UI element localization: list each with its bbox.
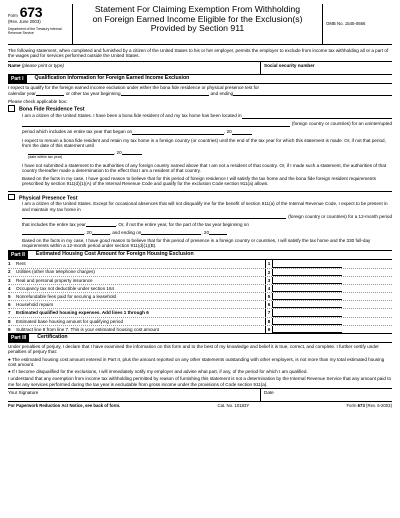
calendar-year-input[interactable] bbox=[36, 90, 64, 96]
cert-paragraph-1: Under penalties of perjury, I declare that I have examined the information on this form and to the best of my knowledge and belief it is true, correct, and complete. I further certify under penalties of perjury that: bbox=[8, 344, 379, 355]
line-item: 8 Estimated base housing amount for qualifying period 8 bbox=[8, 318, 392, 326]
presence-begin-year-input[interactable] bbox=[92, 229, 110, 235]
line-item: 2 Utilities (other than telephone charges) 2 bbox=[8, 269, 392, 277]
cert-bullet-1: ● The estimated housing cost amount entered in Part II, plus the amount reported on any other statements outstanding with other employers, is not more than my total estimated housing cost amount. bbox=[8, 356, 385, 367]
line-value-input[interactable] bbox=[272, 309, 342, 316]
department: Department of the Treasury Internal Revenue Service bbox=[8, 26, 62, 35]
tax-year-end-input[interactable] bbox=[233, 90, 392, 96]
expect-text: I expect to qualify for the foreign earned income exclusion under either the bona fide residence or physical presence test for bbox=[8, 84, 260, 90]
part1-title: Qualification Information for Foreign Earned Income Exclusion bbox=[34, 74, 190, 81]
physical-heading: Physical Presence Test bbox=[18, 195, 78, 202]
twenty-label-3: , 20 bbox=[84, 229, 92, 235]
line-value-input[interactable] bbox=[272, 285, 342, 292]
name-row bbox=[8, 62, 392, 75]
physical-checkbox[interactable] bbox=[8, 194, 15, 201]
and-ending-on-label: , and ending on bbox=[109, 229, 142, 235]
line-value-input[interactable] bbox=[272, 326, 342, 333]
line-item: 9 Subtract line 8 from line 7. This is your estimated housing cost amount 9 bbox=[8, 326, 392, 333]
calendar-year-label: calendar year bbox=[8, 90, 36, 96]
bona-fide-line-2-hint: (foreign country or countries) for an uninterrupted bbox=[291, 121, 392, 127]
presence-end-year-input[interactable] bbox=[209, 229, 227, 235]
footer-form-id: Form 673 (Rev. 6-2003) bbox=[346, 403, 392, 408]
date-field[interactable] bbox=[260, 389, 392, 401]
date-within-hint: (date within tax year) bbox=[28, 155, 63, 160]
cat-number: Cat. No. 10183Y bbox=[217, 403, 250, 408]
form-number: 673 bbox=[19, 4, 43, 20]
tax-year-began-year-input[interactable] bbox=[232, 129, 252, 135]
signature-label: Your Signature bbox=[8, 390, 39, 395]
physical-line-3a: that includes the entire tax year bbox=[22, 221, 86, 227]
part2-header bbox=[8, 250, 392, 260]
part2-lines bbox=[8, 260, 392, 333]
residence-until-year-input[interactable] bbox=[122, 149, 142, 155]
bona-fide-heading: Bona Fide Residence Test bbox=[18, 106, 85, 113]
name-label: Name bbox=[8, 62, 21, 68]
tax-year-began-input[interactable] bbox=[132, 129, 224, 135]
bona-fide-line-1: I am a citizen of the United States. I have been a bona fide resident of and my tax home has been located in bbox=[22, 113, 242, 119]
bona-fide-line-7: Based on the facts in my case, I have good reason to believe that for this period of foreign residence I will satisfy the tax home and the bona fide foreign resident requirements prescribed by section 911(d)(1)(A) of the Internal Revenue Code and qualify for the exclusion Code section 911(a) allows. bbox=[22, 176, 376, 187]
line-item: 1 Rent 1 bbox=[8, 260, 392, 268]
presence-begin-input[interactable] bbox=[22, 229, 84, 235]
tax-year-begin-input[interactable] bbox=[121, 90, 209, 96]
title-line-1: Statement For Claiming Exemption From Withholding bbox=[94, 4, 301, 14]
line-value-input[interactable] bbox=[272, 269, 342, 276]
physical-line-3b: . Or, if not the entire year, for the part of the tax year beginning on bbox=[115, 221, 249, 227]
form-id-block bbox=[8, 4, 73, 44]
form-title bbox=[73, 4, 322, 44]
line-value-input[interactable] bbox=[272, 260, 342, 267]
twenty-label-2: , 20 bbox=[114, 149, 122, 155]
entire-tax-year-input[interactable] bbox=[86, 221, 116, 227]
part2-label: Part II bbox=[8, 251, 28, 259]
name-field[interactable] bbox=[8, 62, 260, 74]
cert-paragraph-2: I understand that any exemption from income tax withholding permitted by reason of furnishing this statement is not a determination by the Internal Revenue Service that any amount paid to me for any services performed during the tax year is excludable from gross income under the provisions of Code section 911(a). bbox=[8, 376, 392, 387]
physical-line-2-hint: (foreign country or countries) for a 12-month period bbox=[288, 213, 392, 219]
check-text: Please check applicable box: bbox=[8, 98, 68, 104]
twenty-label: , 20 bbox=[224, 129, 232, 135]
bona-fide-line-3: period which includes an entire tax year that began on bbox=[22, 129, 133, 135]
physical-line-1: I am a citizen of the United States. Except for occasional absences that will not disqualify me for the benefit of section 911(a) of the Internal Revenue Code, I expect to be present in and maintain my tax home in bbox=[22, 201, 388, 212]
omb-number: OMB No. 1545-0666 bbox=[322, 4, 392, 44]
line-item: 7 Estimated qualified housing expenses. Add lines 1 through 6 7 bbox=[8, 309, 392, 317]
bona-fide-line-4: I expect to remain a bona fide resident and retain my tax home in a foreign country (or countries) until the end of the tax year for which this statement is made. Or, if not that period, from the date of this statement until bbox=[22, 137, 386, 148]
line-item: 3 Real and personal property insurance 3 bbox=[8, 277, 392, 285]
line-value-input[interactable] bbox=[272, 293, 342, 300]
part3-header bbox=[8, 333, 392, 343]
expect-block bbox=[8, 84, 392, 97]
and-ending-label: and ending bbox=[210, 90, 234, 96]
ssn-label: Social security number bbox=[264, 62, 315, 68]
presence-end-input[interactable] bbox=[141, 229, 201, 235]
bona-fide-section bbox=[8, 105, 392, 187]
residence-country-input[interactable] bbox=[242, 113, 392, 119]
part3-title: Certification bbox=[37, 334, 68, 341]
part3-label: Part III bbox=[8, 334, 29, 342]
line-item: 6 Household repairs 6 bbox=[8, 301, 392, 309]
title-line-2: on Foreign Earned Income Eligible for the Exclusion(s) bbox=[92, 13, 303, 24]
part2-title: Estimated Housing Cost Amount for Foreign Housing Exclusion bbox=[35, 251, 194, 258]
line-item: 5 Nonrefundable fees paid for securing a leasehold 5 bbox=[8, 293, 392, 301]
signature-field[interactable] bbox=[8, 389, 260, 401]
part1-header bbox=[8, 75, 392, 84]
ssn-field[interactable] bbox=[260, 62, 392, 74]
residence-country-input-2[interactable] bbox=[22, 121, 290, 127]
form-revision: (Rev. June 2003) bbox=[8, 19, 41, 24]
tax-year-label: or other tax year beginning bbox=[65, 90, 121, 96]
date-label: Date bbox=[264, 390, 274, 395]
signature-row bbox=[8, 388, 392, 402]
cert-bullet-2: ● If I become disqualified for the exclusions, I will immediately notify my employer and advise what part, if any, of the period for which I am qualified. bbox=[8, 369, 308, 375]
twenty-label-4: , 20 bbox=[201, 229, 210, 235]
bona-fide-line-6: I have not submitted a statement to the authorities of any foreign country named above that I am not a resident of that country. Or, if I made such a statement, the authorities of that country thereafter made a determination to the effect that I am a resident of that country. bbox=[22, 162, 387, 173]
form-footer bbox=[8, 402, 392, 409]
intro-text: The following statement, when completed and furnished by a citizen of the United States to his or her employer, permits the employer to exclude from income tax withholding all or a part of the wages paid for services performed outside the United States. bbox=[8, 45, 392, 62]
presence-country-input[interactable] bbox=[22, 213, 286, 219]
name-hint: (please print or type) bbox=[21, 62, 64, 68]
form-header bbox=[8, 4, 392, 45]
line-item: 4 Occupancy tax not deductible under section 164 4 bbox=[8, 285, 392, 293]
paperwork-notice: For Paperwork Reduction Act Notice, see back of form. bbox=[8, 403, 121, 408]
line-value-input[interactable] bbox=[272, 318, 342, 325]
line-value-input[interactable] bbox=[272, 277, 342, 284]
title-line-3: Provided by Section 911 bbox=[150, 23, 245, 34]
line-value-input[interactable] bbox=[272, 301, 342, 308]
part1-label: Part I bbox=[8, 75, 27, 83]
physical-section bbox=[8, 191, 392, 249]
form-word: Form bbox=[8, 13, 18, 18]
physical-line-5: Based on the facts in my case, I have good reason to believe that for this period of presence in a foreign country or countries, I will satisfy the tax home and the 330 full-day requirements within a 12-month period under section 911(d)(1)(B). bbox=[22, 237, 371, 249]
bona-fide-checkbox[interactable] bbox=[8, 105, 15, 112]
